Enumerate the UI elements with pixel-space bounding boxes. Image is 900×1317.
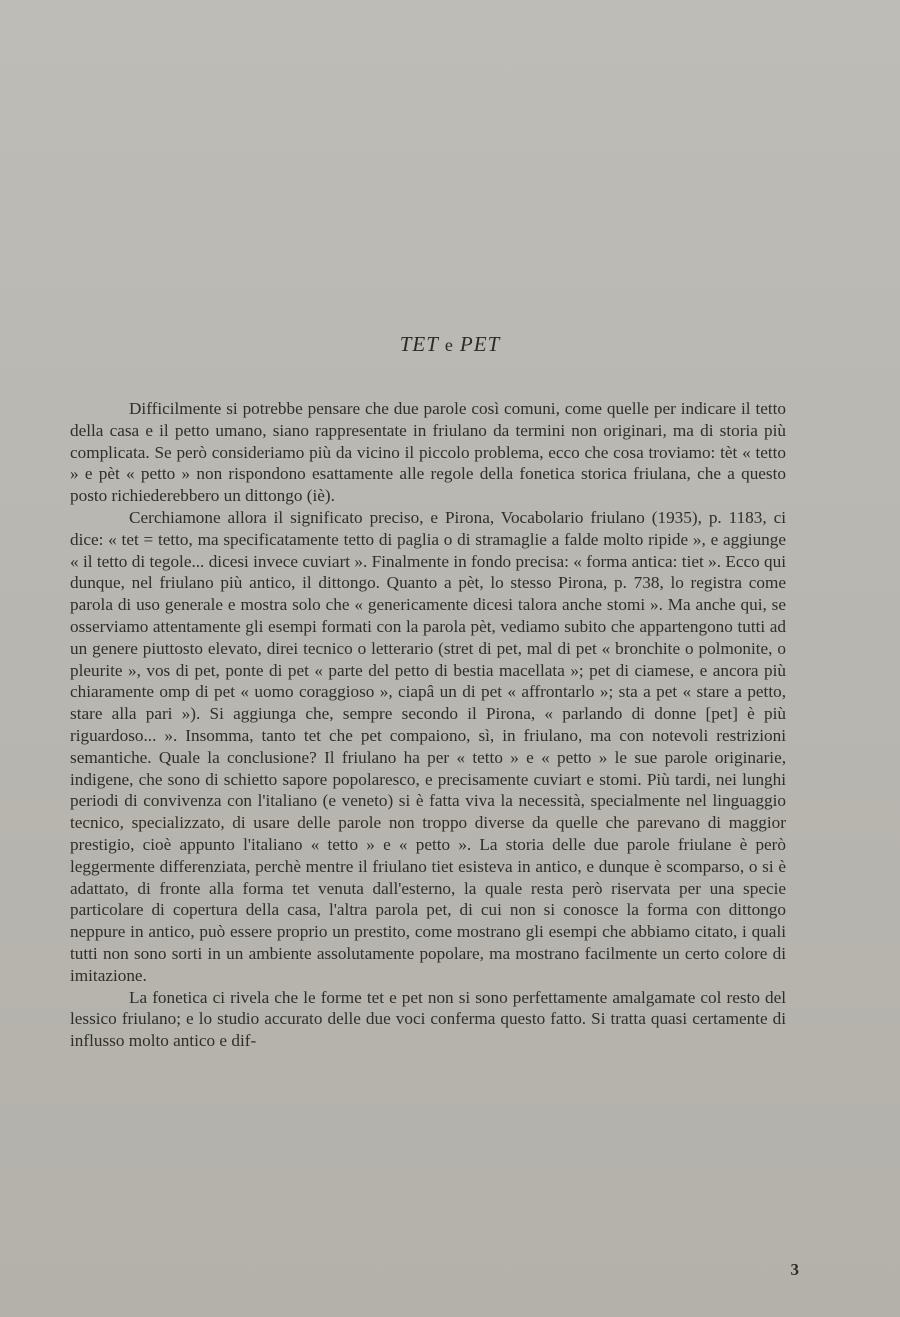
title-word-tet: TET [399, 332, 439, 356]
article-body [70, 398, 786, 1052]
paragraph-2: Cerchiamone allora il significato preciso, e Pirona, Vocabolario friulano (1935), p. 1183, ci dice: « tet = tetto, ma specificatamente tetto di paglia o di stramaglie a falde molto ripide », e aggiunge « il tetto di tegole... dicesi invece cuviart ». Finalmente in fondo precisa: « forma antica: tiet ». Ecco qui dunque, nel friulano più antico, il dittongo. Quanto a pèt, lo stesso Pirona, p. 738, lo registra come parola di uso generale e mostra solo che « genericamente dicesi talora anche stomi ». Ma anche qui, se osserviamo attentamente gli esempi formati con la parola pèt, vediamo subito che appartengono tutti ad un genere piuttosto elevato, direi tecnico o letterario (stret di pet, mal di pet « bronchite o polmonite, o pleurite », vos di pet, ponte di pet « parte del petto di bestia macellata »; pet di ciamese, e ancora più chiaramente omp di pet « uomo coraggioso », ciapâ un di pet « affrontarlo »; sta a pet « stare a petto, stare alla pari »). Si aggiunga che, sempre secondo il Pirona, « parlando di donne [pet] è più riguardoso... ». Insomma, tanto tet che pet compaiono, sì, in friulano, ma con notevoli restrizioni semantiche. Quale la conclusione? Il friulano ha per « tetto » e « petto » le sue parole originarie, indigene, che sono di schietto sapore popolaresco, e precisamente cuviart e stomi. Più tardi, nei lunghi periodi di convivenza con l'italiano (e veneto) si è fatta viva la necessità, specialmente nel linguaggio tecnico, specializzato, di usare delle parole non troppo diverse da quelle che parevano di maggior prestigio, cioè appunto l'italiano « tetto » e « petto ». La storia delle due parole friulane è però leggermente differenziata, perchè mentre il friulano tiet esisteva in antico, e dunque è scomparso, o si è adattato, di fronte alla forma tet venuta dall'esterno, la quale resta però riservata per una specie particolare di copertura della casa, l'altra parola pet, di cui non si conosce la forma con dittongo neppure in antico, può essere proprio un prestito, come mostrano gli esempi che abbiamo citato, i quali tutti non sono sorti in un ambiente assolutamente popolare, ma mostrano facilmente un certo colore di imitazione. [70, 507, 786, 985]
page-number: 3 [790, 1260, 799, 1279]
paragraph-3: La fonetica ci rivela che le forme tet e pet non si sono perfettamente amalgamate col resto del lessico friulano; e lo studio accurato delle due voci conferma questo fatto. Si tratta quasi certamente di influsso molto antico e dif- [70, 987, 786, 1051]
title-word-pet: PET [459, 332, 501, 356]
article-title [0, 332, 900, 357]
paragraph-1: Difficilmente si potrebbe pensare che due parole così comuni, come quelle per indicare il tetto della casa e il petto umano, siano rappresentate in friulano da termini non originari, ma di storia più complicata. Se però consideriamo più da vicino il piccolo problema, ecco che cosa troviamo: tèt « tetto » e pèt « petto » non rispondono esattamente alle regole della fonetica storica friulana, che a questo posto richiederebbero un dittongo (iè). [70, 399, 786, 506]
title-conjunction: e [444, 335, 454, 355]
